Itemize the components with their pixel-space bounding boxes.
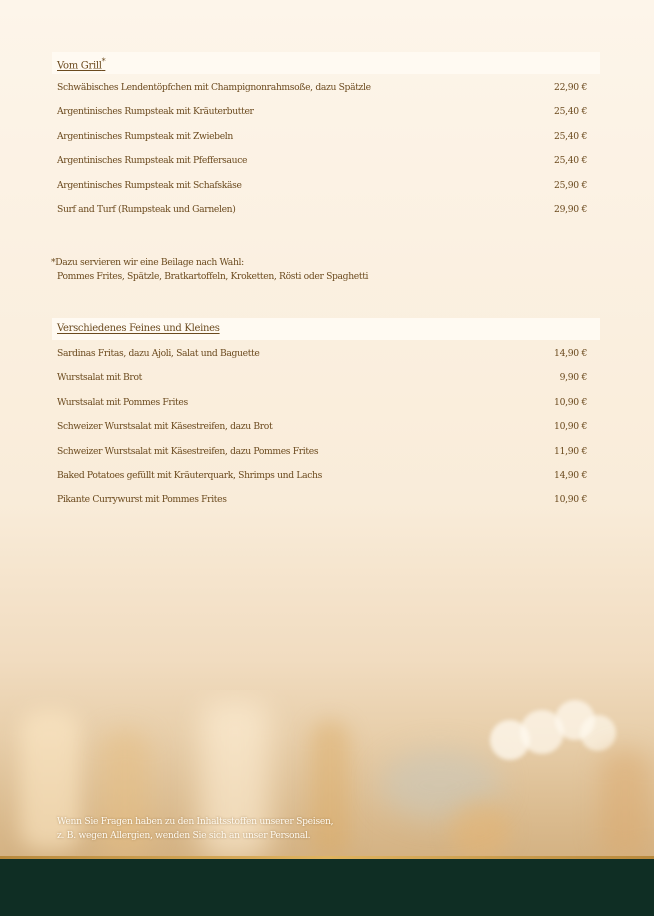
menu-item [52,198,600,222]
item-name: Schweizer Wurstsalat mit Käsestreifen, dazu Pommes Frites [57,445,319,457]
item-name: Pikante Currywurst mit Pommes Frites [57,494,227,506]
menu-item [52,100,600,124]
menu-item [52,76,600,100]
section-title-wrap [57,57,105,71]
menu-list [52,74,600,222]
allergy-notice-line-2: z. B. wegen Allergien, wenden Sie sich an unser Personal. [57,830,311,841]
item-name: Argentinisches Rumpsteak mit Schafskäse [57,179,242,191]
section-header [52,52,600,74]
item-price: 10,90 € [554,421,587,433]
allergy-notice-line-1: Wenn Sie Fragen haben zu den Inhaltsstoffen unserer Speisen, [57,816,334,827]
section-grill [52,52,600,222]
item-price: 10,90 € [554,396,587,408]
item-price: 14,90 € [554,348,587,359]
menu-item [52,125,600,149]
item-name: Sardinas Fritas, dazu Ajoli, Salat und Baguette [57,348,260,359]
menu-item [52,440,600,464]
item-price: 25,40 € [554,130,587,142]
item-name: Wurstsalat mit Pommes Frites [57,396,188,408]
section-title: Verschiedenes Feines und Kleines [57,323,220,334]
item-name: Surf and Turf (Rumpsteak und Garnelen) [57,203,236,215]
menu-item [52,174,600,198]
item-price: 10,90 € [554,494,587,506]
item-price: 11,90 € [554,445,587,457]
menu-item [52,391,600,415]
menu-item [52,464,600,488]
section-title: Vom Grill [57,60,102,72]
item-name: Argentinisches Rumpsteak mit Kräuterbutter [57,106,254,118]
item-price: 29,90 € [554,203,587,215]
note-line-1: *Dazu servieren wir eine Beilage nach Wahl: [51,257,244,268]
item-price: 25,40 € [554,106,587,118]
item-name: Schwäbisches Lendentöpfchen mit Champignonrahmsoße, dazu Spätzle [57,82,371,93]
menu-item [52,415,600,439]
section-header [52,318,600,340]
item-price: 25,90 € [554,179,587,191]
menu-item [52,366,600,390]
section-feines [52,318,600,513]
footer-bar [0,859,654,916]
item-name: Argentinisches Rumpsteak mit Pfeffersauce [57,155,248,167]
menu-item [52,149,600,173]
item-name: Argentinisches Rumpsteak mit Zwiebeln [57,130,233,142]
item-name: Schweizer Wurstsalat mit Käsestreifen, dazu Brot [57,421,273,433]
footnote-mark: * [101,57,106,66]
item-name: Wurstsalat mit Brot [57,372,142,384]
menu-list [52,340,600,513]
allergy-notice [57,815,377,843]
note-line-2: Pommes Frites, Spätzle, Bratkartoffeln, Kroketten, Rösti oder Spaghetti [57,271,369,282]
side-dish-note [51,256,368,284]
item-price: 14,90 € [554,469,587,481]
menu-item [52,488,600,512]
item-price: 9,90 € [559,372,587,384]
item-price: 22,90 € [554,82,587,93]
item-price: 25,40 € [554,155,587,167]
menu-item [52,342,600,366]
item-name: Baked Potatoes gefüllt mit Kräuterquark, Shrimps und Lachs [57,469,322,481]
